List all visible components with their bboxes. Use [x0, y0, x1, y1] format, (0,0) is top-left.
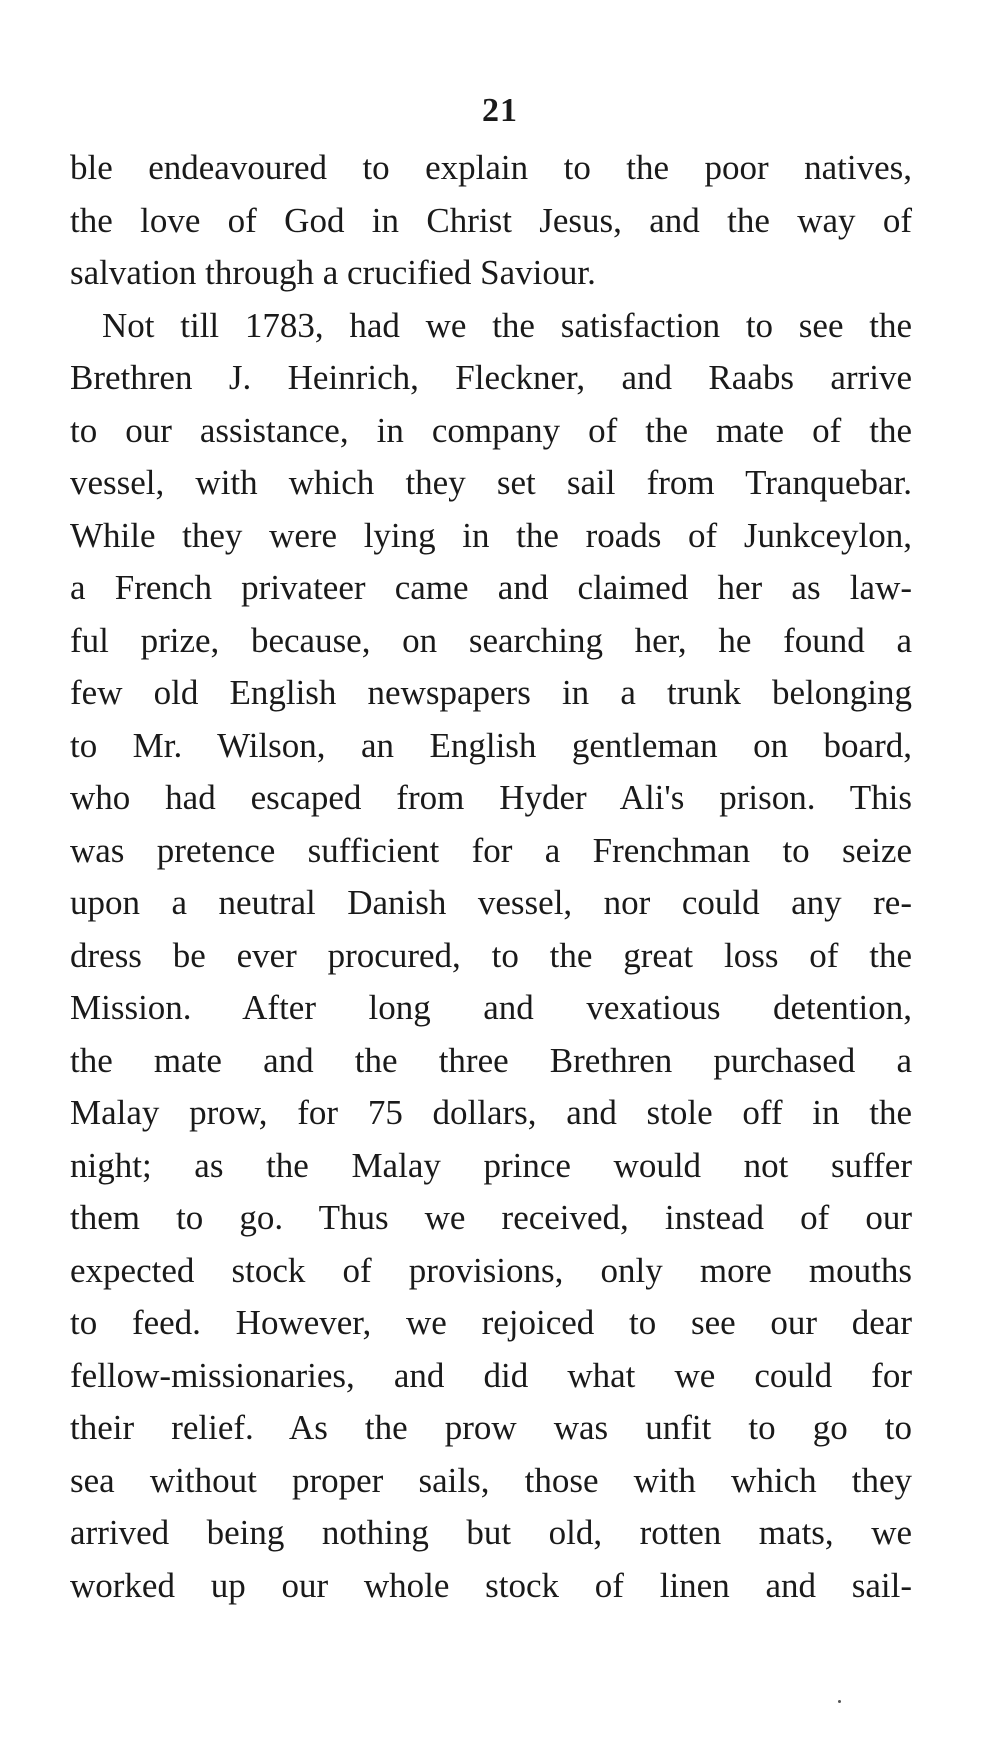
- text-line: vessel, with which they set sail from Tranquebar.: [70, 463, 912, 502]
- text-line: Brethren J. Heinrich, Fleckner, and Raabs arrive: [70, 358, 912, 397]
- text-line: expected stock of provisions, only more mouths: [70, 1250, 912, 1290]
- text-line: ble endeavoured to explain to the poor natives,: [70, 148, 912, 187]
- text-line: them to go. Thus we received, instead of our: [70, 1198, 912, 1237]
- text-line: who had escaped from Hyder Ali's prison. This: [70, 778, 912, 817]
- text-line: While they were lying in the roads of Junkceylon,: [70, 515, 912, 555]
- text-line: to our assistance, in company of the mate of the: [70, 410, 912, 450]
- text-line: the love of God in Christ Jesus, and the way of: [70, 200, 912, 240]
- text-line: upon a neutral Danish vessel, nor could any re-: [70, 883, 912, 922]
- paper-speck: [838, 1700, 841, 1703]
- body-text: [70, 142, 912, 1612]
- text-line: worked up our whole stock of linen and sail-: [70, 1565, 912, 1605]
- text-line: the mate and the three Brethren purchased a: [70, 1040, 912, 1080]
- text-line: a French privateer came and claimed her as law-: [70, 568, 912, 607]
- text-line: ful prize, because, on searching her, he found a: [70, 620, 912, 660]
- text-line: salvation through a crucified Saviour.: [70, 253, 596, 292]
- text-line: Malay prow, for 75 dollars, and stole off in the: [70, 1093, 912, 1132]
- text-line: arrived being nothing but old, rotten mats, we: [70, 1513, 912, 1552]
- text-line: few old English newspapers in a trunk belonging: [70, 673, 912, 712]
- text-line: their relief. As the prow was unfit to go to: [70, 1408, 912, 1447]
- text-line: sea without proper sails, those with which they: [70, 1460, 912, 1500]
- text-line: Mission. After long and vexatious detention,: [70, 988, 912, 1027]
- text-line: dress be ever procured, to the great loss of the: [70, 935, 912, 975]
- paragraph-first-line: Not till 1783, had we the satisfaction to see the: [102, 305, 912, 345]
- text-line: night; as the Malay prince would not suffer: [70, 1145, 912, 1185]
- page-number: 21: [482, 92, 518, 129]
- text-line: fellow-missionaries, and did what we could for: [70, 1355, 912, 1395]
- text-line: to feed. However, we rejoiced to see our dear: [70, 1303, 912, 1342]
- text-line: to Mr. Wilson, an English gentleman on board,: [70, 725, 912, 765]
- text-line: was pretence sufficient for a Frenchman to seize: [70, 830, 912, 870]
